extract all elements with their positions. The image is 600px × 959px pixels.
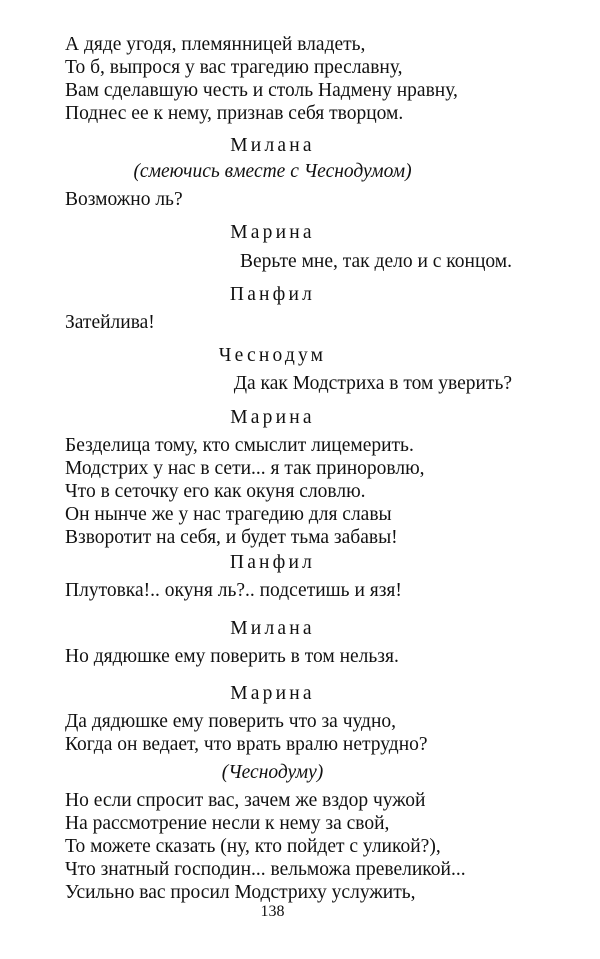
verse-line: Он нынче же у нас трагедию для славы <box>65 504 392 525</box>
verse-line: Когда он ведает, что врать вралю нетрудно? <box>65 734 428 755</box>
speaker-name: Милана <box>230 618 315 639</box>
speaker-name: Марина <box>230 222 315 243</box>
verse-line: Модстрих у нас в сети... я так приноровлю, <box>65 458 425 479</box>
verse-line: Но если спросит вас, зачем же вздор чужой <box>65 790 426 811</box>
verse-line: То можете сказать (ну, кто пойдет с уликой?), <box>65 836 441 857</box>
verse-line: Да дядюшке ему поверить что за чудно, <box>65 711 397 732</box>
verse-line: Плутовка!.. окуня ль?.. подсетишь и язя! <box>65 580 402 601</box>
verse-line: На рассмотрение несли к нему за свой, <box>65 813 390 834</box>
verse-line: Затейлива! <box>65 312 155 333</box>
verse-line: Усильно вас просил Модстриху услужить, <box>65 882 416 903</box>
verse-line: Взворотит на себя, и будет тьма забавы! <box>65 527 398 548</box>
speaker-name: Чеснодум <box>218 345 327 366</box>
verse-line: Безделица тому, кто смыслит лицемерить. <box>65 435 414 456</box>
stage-direction: (Чеснодуму) <box>221 762 324 783</box>
speaker-name: Милана <box>230 135 315 156</box>
verse-line: Верьте мне, так дело и с концом. <box>239 251 512 272</box>
verse-line: Но дядюшке ему поверить в том нельзя. <box>65 646 399 667</box>
speaker-name: Марина <box>230 683 315 704</box>
verse-line: Возможно ль? <box>65 189 183 210</box>
speaker-name: Панфил <box>229 552 316 573</box>
stage-direction: (смеючись вместе с Чеснодумом) <box>133 161 412 182</box>
page-number: 138 <box>260 903 285 920</box>
verse-line: Да как Модстриха в том уверить? <box>233 373 512 394</box>
verse-line: Поднес ее к нему, признав себя творцом. <box>65 103 404 124</box>
verse-line: А дяде угодя, племянницей владеть, <box>65 34 366 55</box>
verse-line: То б, выпрося у вас трагедию преславну, <box>65 57 403 78</box>
speaker-name: Панфил <box>229 284 316 305</box>
verse-line: Что в сеточку его как окуня словлю. <box>65 481 366 502</box>
verse-line: Что знатный господин... вельможа превеликой... <box>65 859 466 880</box>
verse-line: Вам сделавшую честь и столь Надмену нравну, <box>65 80 458 101</box>
speaker-name: Марина <box>230 407 315 428</box>
